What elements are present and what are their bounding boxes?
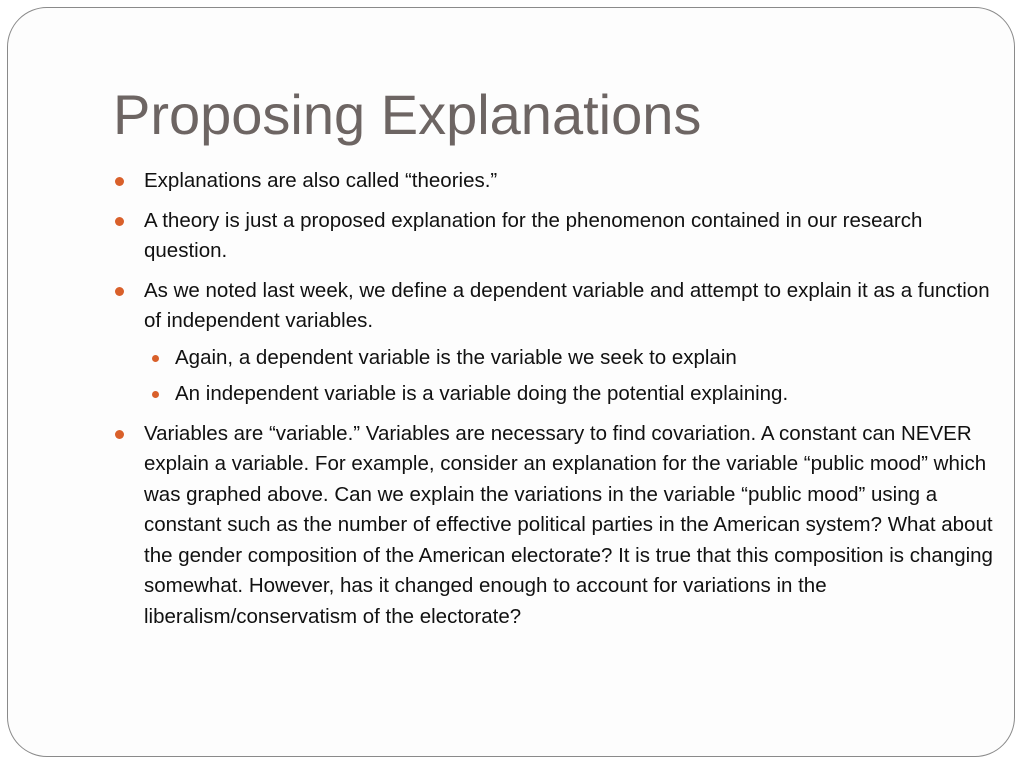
slide-title: Proposing Explanations <box>113 83 702 146</box>
bullet-dot-icon <box>115 177 124 186</box>
bullet-item <box>114 166 994 197</box>
bullet-item <box>114 419 994 633</box>
bullet-dot-icon <box>115 430 124 439</box>
sub-bullet-text: Again, a dependent variable is the variable we seek to explain <box>175 345 737 369</box>
bullet-item <box>114 206 994 267</box>
bullet-dot-icon <box>115 287 124 296</box>
bullet-list <box>114 166 994 641</box>
sub-bullet-dot-icon <box>152 355 159 362</box>
bullet-text: Explanations are also called “theories.” <box>144 169 498 192</box>
sub-bullet-dot-icon <box>152 391 159 398</box>
sub-bullet-item <box>144 379 994 410</box>
bullet-text: As we noted last week, we define a dependent variable and attempt to explain it as a function of independent variables. <box>144 278 990 332</box>
bullet-item <box>114 276 994 410</box>
bullet-text: Variables are “variable.” Variables are necessary to find covariation. A constant can NEVER explain a variable. For example, consider an explanation for the variable “public mood” which was graphed above. Can we explain the variations in the variable “public mood” using a constant such as the number of effective political parties in the American system? What about the gender composition of the American electorate? It is true that this composition is changing somewhat. However, has it changed enough to account for variations in the liberalism/conservatism of the electorate? <box>144 421 993 628</box>
bullet-dot-icon <box>115 217 124 226</box>
sub-bullet-text: An independent variable is a variable doing the potential explaining. <box>175 382 789 405</box>
sub-bullet-item <box>144 343 994 374</box>
bullet-text: A theory is just a proposed explanation for the phenomenon contained in our research question. <box>144 208 923 262</box>
sub-bullet-list <box>144 343 994 410</box>
